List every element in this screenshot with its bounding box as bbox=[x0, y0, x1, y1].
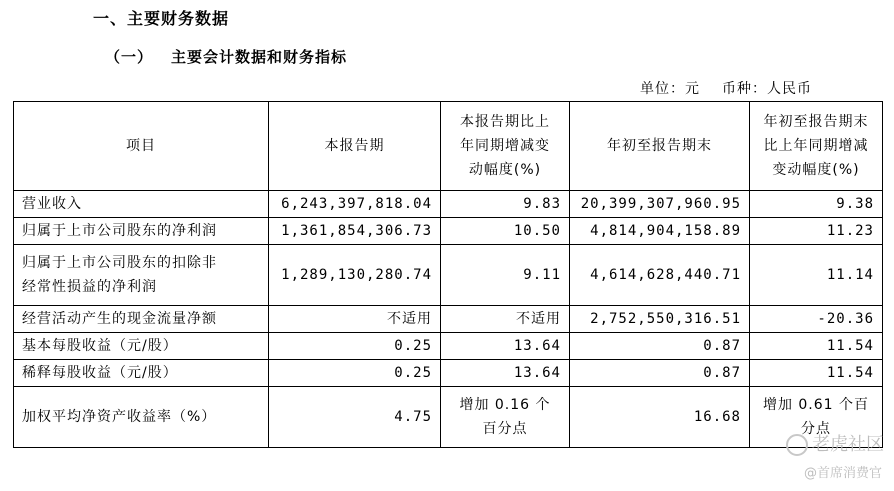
row-change-line: 增加 0.61 个百 bbox=[762, 397, 870, 413]
row-item-line: 归属于上市公司股东的扣除非 bbox=[22, 255, 217, 271]
row-item: 基本每股收益（元/股） bbox=[14, 333, 269, 360]
row-ytd: 16.68 bbox=[570, 387, 750, 448]
table-row bbox=[14, 218, 883, 245]
row-change-line: 分点 bbox=[801, 421, 831, 437]
row-current: 0.25 bbox=[269, 360, 441, 387]
unit-label: 单位：元 bbox=[640, 81, 700, 97]
section-title: 一、主要财务数据 bbox=[93, 9, 230, 28]
row-current: 不适用 bbox=[269, 306, 441, 333]
header-line: 本报告期比上 bbox=[460, 114, 550, 130]
row-ytd-change: 9.38 bbox=[750, 191, 883, 218]
row-current-change: 9.83 bbox=[441, 191, 570, 218]
table-row bbox=[14, 333, 883, 360]
row-item-line: 经常性损益的净利润 bbox=[22, 279, 157, 295]
subsection-number: （一） bbox=[105, 48, 154, 66]
row-item: 加权平均净资产收益率（%） bbox=[14, 387, 269, 448]
table-row bbox=[14, 245, 883, 306]
currency-label: 币种：人民币 bbox=[722, 81, 812, 97]
row-current: 0.25 bbox=[269, 333, 441, 360]
header-line: 变动幅度(%) bbox=[772, 162, 860, 178]
watermark-author: @首席消费官 bbox=[803, 466, 882, 481]
row-current: 6,243,397,818.04 bbox=[269, 191, 441, 218]
row-current-change: 13.64 bbox=[441, 360, 570, 387]
row-ytd-change: -20.36 bbox=[750, 306, 883, 333]
row-ytd-change: 11.54 bbox=[750, 360, 883, 387]
row-current: 1,289,130,280.74 bbox=[269, 245, 441, 306]
table-row bbox=[14, 387, 883, 448]
header-ytd-change bbox=[750, 102, 883, 191]
row-item: 经营活动产生的现金流量净额 bbox=[14, 306, 269, 333]
tiger-logo-icon bbox=[786, 434, 808, 456]
financial-data-table bbox=[13, 101, 883, 448]
subsection-title bbox=[105, 46, 347, 67]
row-ytd-change: 11.54 bbox=[750, 333, 883, 360]
row-current-change bbox=[441, 387, 570, 448]
table-row bbox=[14, 360, 883, 387]
row-ytd: 4,614,628,440.71 bbox=[570, 245, 750, 306]
row-current: 4.75 bbox=[269, 387, 441, 448]
row-current-change: 10.50 bbox=[441, 218, 570, 245]
row-item: 归属于上市公司股东的净利润 bbox=[14, 218, 269, 245]
table-row bbox=[14, 191, 883, 218]
row-current: 1,361,854,306.73 bbox=[269, 218, 441, 245]
row-change-line: 百分点 bbox=[482, 421, 528, 437]
table-row bbox=[14, 306, 883, 333]
header-current: 本报告期 bbox=[269, 102, 441, 191]
header-line: 动幅度(%) bbox=[468, 162, 542, 178]
row-ytd: 2,752,550,316.51 bbox=[570, 306, 750, 333]
row-ytd: 20,399,307,960.95 bbox=[570, 191, 750, 218]
header-line: 比上年同期增减 bbox=[763, 138, 869, 154]
watermark-brand-text: 老虎社区 bbox=[812, 434, 884, 455]
row-current-change: 9.11 bbox=[441, 245, 570, 306]
row-current-change: 13.64 bbox=[441, 333, 570, 360]
row-item bbox=[14, 245, 269, 306]
table-header-row bbox=[14, 102, 883, 191]
header-line: 年初至报告期末 bbox=[763, 114, 869, 130]
watermark-brand bbox=[786, 430, 884, 456]
subsection-text: 主要会计数据和财务指标 bbox=[171, 48, 348, 66]
row-change-line: 增加 0.16 个 bbox=[459, 397, 551, 413]
row-current-change: 不适用 bbox=[441, 306, 570, 333]
row-ytd: 0.87 bbox=[570, 360, 750, 387]
row-ytd: 4,814,904,158.89 bbox=[570, 218, 750, 245]
header-current-change bbox=[441, 102, 570, 191]
row-item: 稀释每股收益（元/股） bbox=[14, 360, 269, 387]
row-ytd-change: 11.23 bbox=[750, 218, 883, 245]
header-ytd: 年初至报告期末 bbox=[570, 102, 750, 191]
header-line: 年同期增减变 bbox=[460, 138, 550, 154]
row-item: 营业收入 bbox=[14, 191, 269, 218]
header-item: 项目 bbox=[14, 102, 269, 191]
row-ytd: 0.87 bbox=[570, 333, 750, 360]
unit-line bbox=[640, 78, 812, 98]
row-ytd-change: 11.14 bbox=[750, 245, 883, 306]
